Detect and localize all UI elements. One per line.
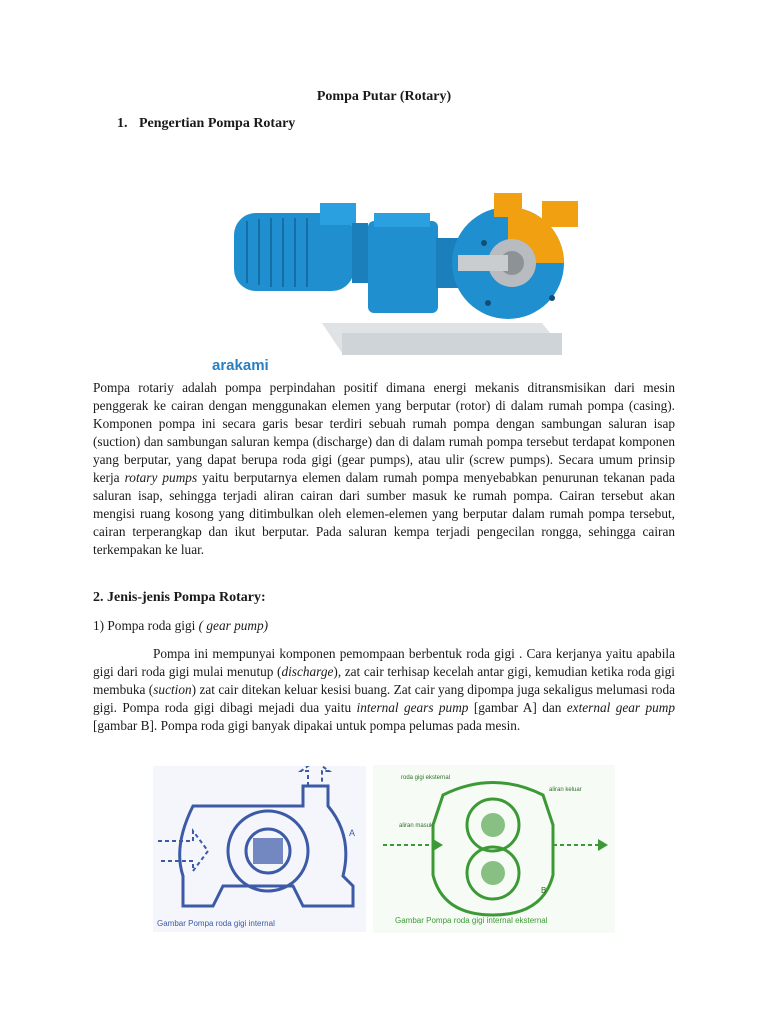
paragraph-2 [93,645,675,735]
figure-b-label-out: aliran keluar [549,787,582,793]
p2-text-e: ) zat cair ditekan keluar kesisi buang. Zat cair yang dipompa juga sekaligus melumasi roda gigi. Pompa roda gigi dibagi mejadi dua yaitu [93,682,676,715]
p2-italic-discharge: discharge [281,664,334,679]
pump-logo-text: arakami [212,357,269,373]
p2-text-g: [gambar A] dan [473,700,562,715]
paragraph-1 [93,379,675,559]
paragraph-1-italic: rotary pumps [124,470,198,485]
section-1-heading-text: Pengertian Pompa Rotary [139,116,296,131]
p2-italic-suction: suction [153,682,192,697]
p2-italic-external: external gear pump [566,700,676,715]
paragraph-1-text: Pompa rotariy adalah pompa perpindahan positif dimana energi mekanis ditransmisikan dari mesin penggerak ke cairan dengan menggunakan elemen yang berputar (rotor) di dalam rumah pompa (casing). Komponen pompa ini secara garis besar terdiri sebuah rumah pompa dengan sambungan saluran isap (suction) dan sambungan saluran kempa (discharge) dan di dalam rumah pompa tersebut terdapat komponen yang berputar, yang dapat berupa roda gigi (gear pumps), atau ulir (screw pumps). Secara umum prinsip kerja [93,380,675,485]
section-2-heading: 2. Jenis-jenis Pompa Rotary: [93,590,266,605]
subsection-gear-pump [93,618,268,634]
figure-b-label-in: aliran masuk [399,823,434,829]
page-title: Pompa Putar (Rotary) [316,89,452,104]
subsection-label: 1) Pompa roda gigi [93,618,196,633]
figure-a-label: A [349,828,356,838]
section-1-number: 1. [117,116,128,131]
figure-external-gear-pump [373,765,615,933]
figure-b-label-gear: roda gigi eksternal [401,775,451,781]
section-1-heading [117,116,295,132]
p2-italic-internal: internal gears pump [356,700,469,715]
figure-b-label-b: B [541,886,547,895]
p2-text-i: [gambar B]. Pompa roda gigi banyak dipakai untuk pompa pelumas pada mesin. [93,718,521,733]
figure-a-caption: Gambar Pompa roda gigi internal [157,919,275,928]
p2-text-c: ), zat cair terhisap kecelah antar gigi, kemudian ketika roda gigi membuka ( [93,664,675,697]
figure-b-caption: Gambar Pompa roda gigi internal eksternal [395,916,548,925]
p2-text-a: Pompa ini mempunyai komponen pemompaan berbentuk roda gigi . Cara kerjanya yaitu apabila gigi dari roda gigi mulai menutup ( [93,646,675,679]
paragraph-1-rest: yaitu berputarnya elemen dalam rumah pompa menyebabkan penurunan tekanan pada saluran isap, sehingga terjadi aliran cairan dari sumber masuk ke rumah pompa. Cairan tersebut akan mengisi ruang kosong yang ditimbulkan oleh elemen-elemen yang berputar dalam rumah pompa tersebut, cairan terperangkap dan ikut berputar. Pada saluran kempa terjadi pengecilan rongga, sehingga cairan terkempakan ke luar. [93,470,676,557]
rotary-pump-photo [212,183,590,373]
subsection-label-italic: ( gear pump) [198,618,269,633]
figure-internal-gear-pump [153,766,366,932]
